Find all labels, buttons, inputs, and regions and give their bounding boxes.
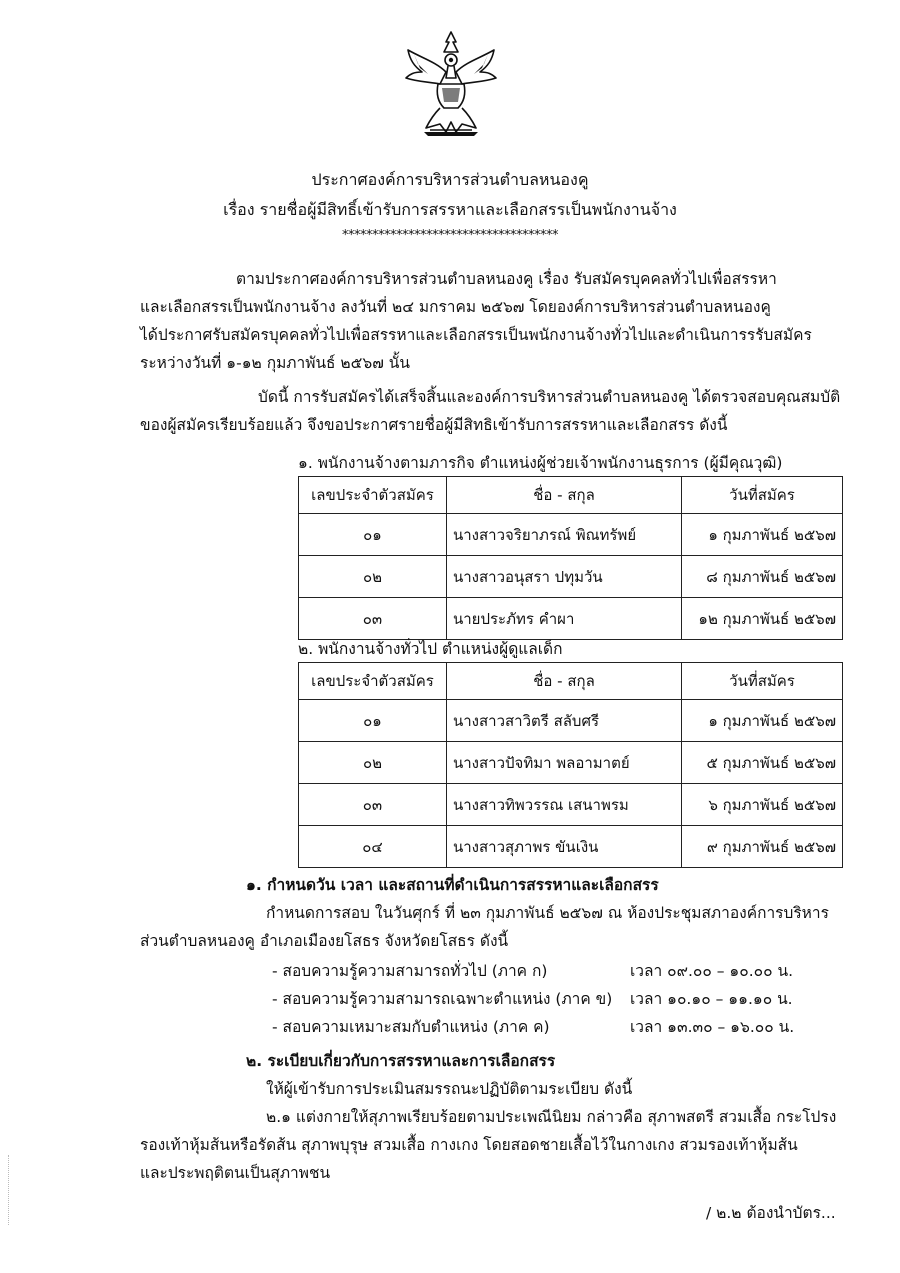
application-date: ๑ กุมภาพันธ์ ๒๕๖๗ bbox=[682, 700, 843, 742]
exam-label: - สอบความเหมาะสมกับตำแหน่ง (ภาค ค) bbox=[272, 1018, 550, 1036]
position1-title: ๑. พนักงานจ้างตามภารกิจ ตำแหน่งผู้ช่วยเจ้าพนักงานธุรการ (ผู้มีคุณวุฒิ) bbox=[298, 454, 783, 472]
applicant-name: นางสาวปัจทิมา พลอามาตย์ bbox=[447, 742, 682, 784]
position1-table bbox=[298, 476, 843, 640]
applicant-number: ๐๑ bbox=[299, 514, 447, 556]
applicant-name: นางสาวสาวิตรี สลับศรี bbox=[447, 700, 682, 742]
separator-line: ************************************ bbox=[342, 228, 558, 243]
subject-line: เรื่อง รายชื่อผู้มีสิทธิ์เข้ารับการสรรหาและเลือกสรรเป็นพนักงานจ้าง bbox=[223, 200, 677, 219]
intro-p1-line2: และเลือกสรรเป็นพนักงานจ้าง ลงวันที่ ๒๔ มกราคม ๒๕๖๗ โดยองค์การบริหารส่วนตำบลหนองคู bbox=[140, 298, 771, 316]
section2-1-line3: และประพฤติตนเป็นสุภาพชน bbox=[140, 1164, 331, 1182]
table-header-row bbox=[299, 477, 843, 514]
application-date: ๘ กุมภาพันธ์ ๒๕๖๗ bbox=[682, 556, 843, 598]
application-date: ๕ กุมภาพันธ์ ๒๕๖๗ bbox=[682, 742, 843, 784]
applicant-name: นายประภัทร คำผา bbox=[447, 598, 682, 640]
exam-time: เวลา ๑๓.๓๐ – ๑๖.๐๐ น. bbox=[630, 1018, 795, 1036]
section1-heading: ๑. กำหนดวัน เวลา และสถานที่ดำเนินการสรรหาและเลือกสรร bbox=[246, 876, 659, 894]
applicant-number: ๐๓ bbox=[299, 598, 447, 640]
applicant-name: นางสาวอนุสรา ปทุมวัน bbox=[447, 556, 682, 598]
table-row bbox=[299, 826, 843, 868]
position2-title: ๒. พนักงานจ้างทั่วไป ตำแหน่งผู้ดูแลเด็ก bbox=[298, 640, 563, 658]
table-row bbox=[299, 556, 843, 598]
column-header-number: เลขประจำตัวสมัคร bbox=[299, 663, 447, 700]
garuda-emblem-icon bbox=[400, 28, 502, 140]
application-date: ๑๒ กุมภาพันธ์ ๒๕๖๗ bbox=[682, 598, 843, 640]
exam-time: เวลา ๑๐.๑๐ – ๑๑.๑๐ น. bbox=[630, 990, 793, 1008]
applicant-number: ๐๑ bbox=[299, 700, 447, 742]
applicant-name: นางสาวสุภาพร ขันเงิน bbox=[447, 826, 682, 868]
applicant-name: นางสาวทิพวรรณ เสนาพรม bbox=[447, 784, 682, 826]
exam-time: เวลา ๐๙.๐๐ – ๑๐.๐๐ น. bbox=[630, 962, 793, 980]
table-row bbox=[299, 700, 843, 742]
application-date: ๙ กุมภาพันธ์ ๒๕๖๗ bbox=[682, 826, 843, 868]
column-header-date: วันที่สมัคร bbox=[682, 477, 843, 514]
applicant-number: ๐๒ bbox=[299, 556, 447, 598]
column-header-name: ชื่อ - สกุล bbox=[447, 663, 682, 700]
intro-p2-line2: ของผู้สมัครเรียบร้อยแล้ว จึงขอประกาศรายชื่อผู้มีสิทธิเข้ารับการสรรหาและเลือกสรร ดังนี้ bbox=[140, 416, 728, 434]
org-title: ประกาศองค์การบริหารส่วนตำบลหนองคู bbox=[311, 170, 589, 189]
exam-label: - สอบความรู้ความสามารถทั่วไป (ภาค ก) bbox=[272, 962, 548, 980]
applicant-number: ๐๔ bbox=[299, 826, 447, 868]
table-header-row bbox=[299, 663, 843, 700]
applicant-number: ๐๒ bbox=[299, 742, 447, 784]
table-row bbox=[299, 514, 843, 556]
continuation-note: / ๒.๒ ต้องนำบัตร... bbox=[706, 1204, 836, 1222]
column-header-name: ชื่อ - สกุล bbox=[447, 477, 682, 514]
margin-mark bbox=[8, 1155, 10, 1225]
section2-heading: ๒. ระเบียบเกี่ยวกับการสรรหาและการเลือกสรร bbox=[246, 1052, 556, 1070]
application-date: ๑ กุมภาพันธ์ ๒๕๖๗ bbox=[682, 514, 843, 556]
section2-1-line2: รองเท้าหุ้มส้นหรือรัดส้น สุภาพบุรุษ สวมเสื้อ กางเกง โดยสอดชายเสื้อไว้ในกางเกง สวมรองเท้าหุ้มส้น bbox=[140, 1136, 798, 1154]
section1-text-line1: กำหนดการสอบ ในวันศุกร์ ที่ ๒๓ กุมภาพันธ์ ๒๕๖๗ ณ ห้องประชุมสภาองค์การบริหาร bbox=[266, 904, 829, 922]
applicant-name: นางสาวจริยาภรณ์ พิณทรัพย์ bbox=[447, 514, 682, 556]
application-date: ๖ กุมภาพันธ์ ๒๕๖๗ bbox=[682, 784, 843, 826]
table-row bbox=[299, 784, 843, 826]
position2-table bbox=[298, 662, 843, 868]
intro-p1-line1: ตามประกาศองค์การบริหารส่วนตำบลหนองคู เรื่อง รับสมัครบุคคลทั่วไปเพื่อสรรหา bbox=[236, 270, 777, 288]
column-header-number: เลขประจำตัวสมัคร bbox=[299, 477, 447, 514]
section2-intro: ให้ผู้เข้ารับการประเมินสมรรถนะปฏิบัติตามระเบียบ ดังนี้ bbox=[266, 1080, 633, 1098]
section1-text-line2: ส่วนตำบลหนองคู อำเภอเมืองยโสธร จังหวัดยโสธร ดังนี้ bbox=[140, 932, 509, 950]
intro-p2-line1: บัดนี้ การรับสมัครได้เสร็จสิ้นและองค์การบริหารส่วนตำบลหนองคู ได้ตรวจสอบคุณสมบัติ bbox=[258, 388, 841, 406]
section2-1-line1: ๒.๑ แต่งกายให้สุภาพเรียบร้อยตามประเพณีนิยม กล่าวคือ สุภาพสตรี สวมเสื้อ กระโปรง bbox=[266, 1108, 837, 1126]
table-row bbox=[299, 742, 843, 784]
applicant-number: ๐๓ bbox=[299, 784, 447, 826]
intro-p1-line3: ได้ประกาศรับสมัครบุคคลทั่วไปเพื่อสรรหาและเลือกสรรเป็นพนักงานจ้างทั่วไปและดำเนินการรรับสมัคร bbox=[140, 326, 812, 344]
intro-p1-line4: ระหว่างวันที่ ๑-๑๒ กุมภาพันธ์ ๒๕๖๗ นั้น bbox=[140, 354, 410, 372]
column-header-date: วันที่สมัคร bbox=[682, 663, 843, 700]
table-row bbox=[299, 598, 843, 640]
exam-label: - สอบความรู้ความสามารถเฉพาะตำแหน่ง (ภาค ข) bbox=[272, 990, 613, 1008]
